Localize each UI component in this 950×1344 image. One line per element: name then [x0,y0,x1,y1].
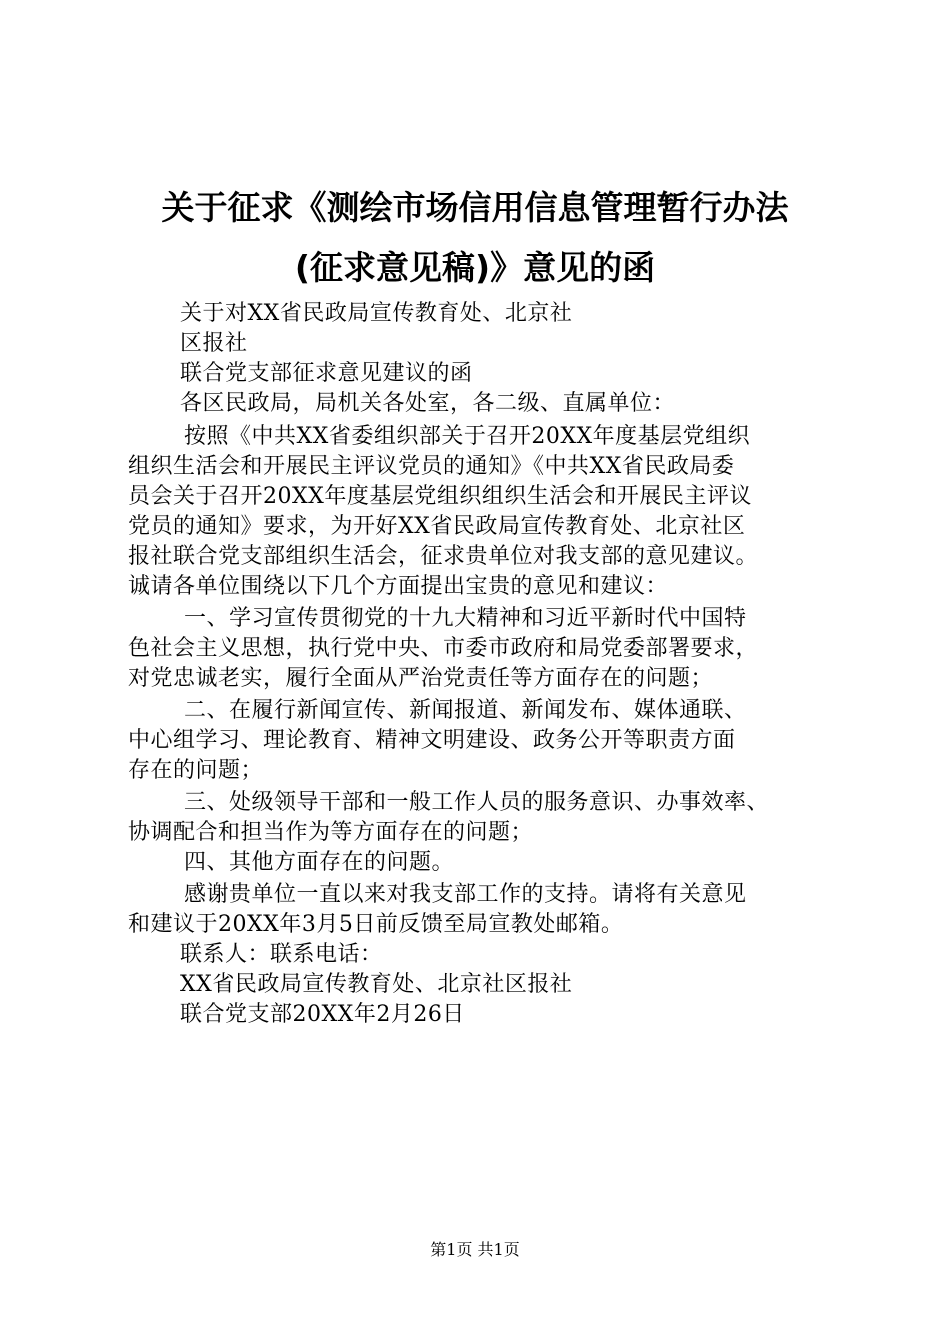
document-title-line-1: 关于征求《测绘市场信用信息管理暂行办法 [161,188,789,227]
body-line: 一、学习宣传贯彻党的十九大精神和习近平新时代中国特 [184,606,747,631]
body-line: 按照《中共XX省委组织部关于召开20XX年度基层党组织 [184,424,751,449]
page-number-footer: 第1页 共1页 [430,1240,520,1259]
body-line: 报社联合党支部组织生活会，征求贵单位对我支部的意见建议。 [128,544,759,569]
body-line: 中心组学习、理论教育、精神文明建设、政务公开等职责方面 [128,728,736,753]
body-line: 存在的问题； [128,758,264,783]
body-line: 区报社 [180,331,248,356]
body-line: 感谢贵单位一直以来对我支部工作的支持。请将有关意见 [184,882,747,907]
body-line: 组织生活会和开展民主评议党员的通知》《中共XX省民政局委 [128,454,735,479]
body-line: 色社会主义思想，执行党中央、市委市政府和局党委部署要求， [128,636,759,661]
body-line: 员会关于召开20XX年度基层党组织组织生活会和开展民主评议 [128,484,752,509]
body-line: 各区民政局，局机关各处室，各二级、直属单位： [180,391,676,416]
body-line: 协调配合和担当作为等方面存在的问题； [128,820,534,845]
body-line: 三、处级领导干部和一般工作人员的服务意识、办事效率、 [184,790,770,815]
body-line: 四、其他方面存在的问题。 [184,850,455,875]
body-line: 党员的通知》要求，为开好XX省民政局宣传教育处、北京社区 [128,514,746,539]
body-line: 对党忠诚老实，履行全面从严治党责任等方面存在的问题； [128,666,714,691]
body-line: XX省民政局宣传教育处、北京社区报社 [180,972,573,997]
document-title-line-2: (征求意见稿)》意见的函 [294,248,656,287]
body-line: 和建议于20XX年3月5日前反馈至局宣教处邮箱。 [128,912,624,937]
body-line: 联合党支部20XX年2月26日 [180,1002,465,1027]
body-line: 二、在履行新闻宣传、新闻报道、新闻发布、媒体通联、 [184,698,747,723]
body-line: 诚请各单位围绕以下几个方面提出宝贵的意见和建议： [128,574,669,599]
body-line: 关于对XX省民政局宣传教育处、北京社 [180,301,573,326]
body-line: 联系人：联系电话： [180,942,383,967]
body-line: 联合党支部征求意见建议的函 [180,361,473,386]
